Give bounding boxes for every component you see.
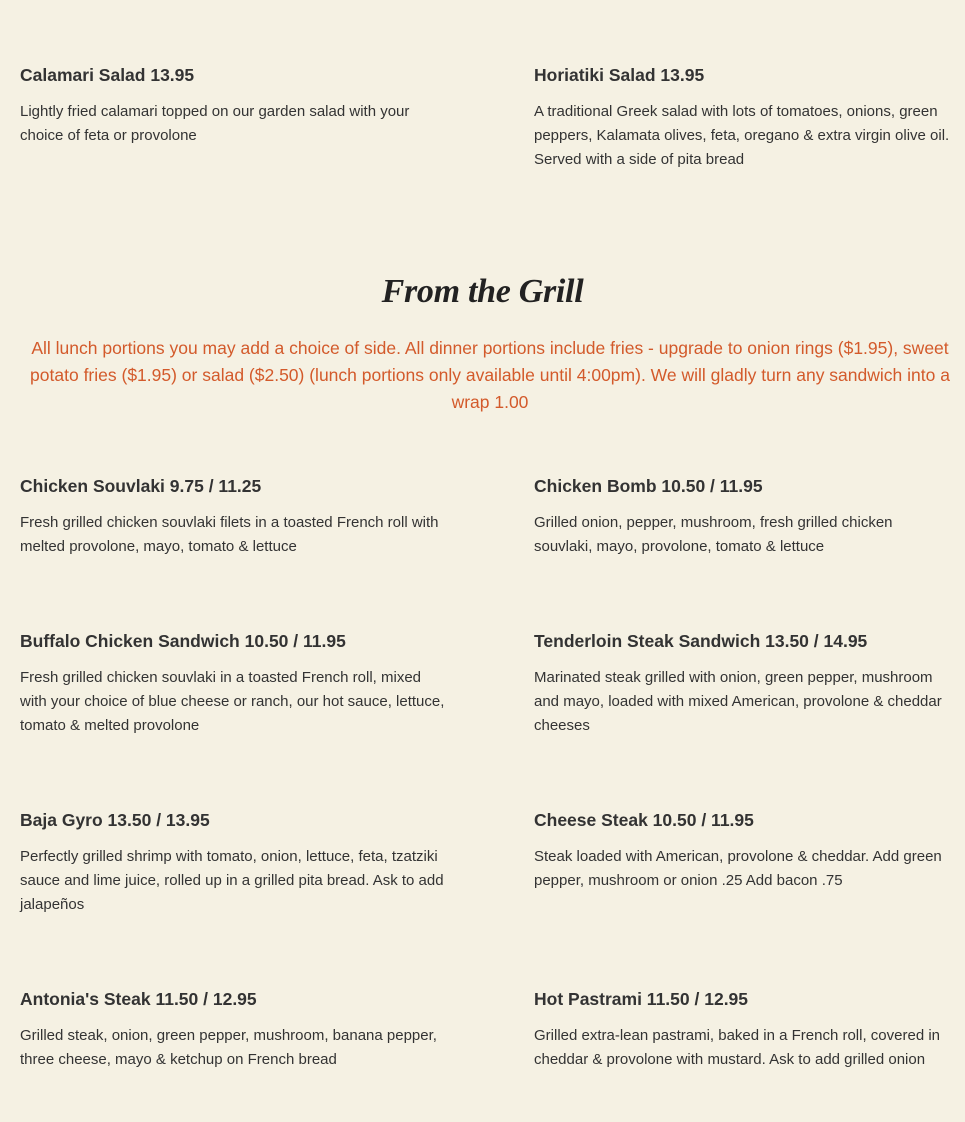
section-note: All lunch portions you may add a choice of side. All dinner portions include fries - upgrade to onion rings ($1.95), sweet potato fries ($1.95) or salad ($2.50) (lunch portions only available until 4:00pm). We will gladly turn any sandwich into a wrap 1.00 <box>30 338 950 412</box>
menu-item-title: Hot Pastrami 11.50 / 12.95 <box>534 989 749 1009</box>
menu-item-title: Antonia's Steak 11.50 / 12.95 <box>20 989 257 1009</box>
menu-item-title: Tenderloin Steak Sandwich 13.50 / 14.95 <box>534 631 868 651</box>
menu-item-description: Grilled extra-lean pastrami, baked in a French roll, covered in cheddar & provolone with mustard. Ask to add grilled onion <box>534 1027 941 1068</box>
menu-item-hot-pastrami <box>534 988 954 1072</box>
menu-item-horiatiki-salad <box>534 64 954 172</box>
menu-item-description: Grilled steak, onion, green pepper, mushroom, banana pepper, three cheese, mayo & ketchup on French bread <box>20 1027 437 1068</box>
menu-item-description: Fresh grilled chicken souvlaki in a toasted French roll, mixed with your choice of blue cheese or ranch, our hot sauce, lettuce, tomato & melted provolone <box>20 669 445 734</box>
menu-item-chicken-souvlaki <box>20 475 450 559</box>
menu-item-description: Lightly fried calamari topped on our garden salad with your choice of feta or provolone <box>20 103 410 144</box>
menu-item-title: Chicken Bomb 10.50 / 11.95 <box>534 476 763 496</box>
menu-item-title: Horiatiki Salad 13.95 <box>534 65 705 85</box>
menu-item-description: Perfectly grilled shrimp with tomato, onion, lettuce, feta, tzatziki sauce and lime juice, rolled up in a grilled pita bread. Ask to add jalapeños <box>20 848 444 913</box>
section-title: From the Grill <box>381 273 584 310</box>
menu-item-title: Calamari Salad 13.95 <box>20 65 195 85</box>
menu-item-calamari-salad <box>20 64 450 148</box>
menu-item-title: Chicken Souvlaki 9.75 / 11.25 <box>20 476 262 496</box>
menu-item-tenderloin-steak-sandwich <box>534 630 954 738</box>
menu-item-title: Baja Gyro 13.50 / 13.95 <box>20 810 210 830</box>
menu-item-antonias-steak <box>20 988 450 1072</box>
menu-item-baja-gyro <box>20 809 450 917</box>
menu-item-title: Cheese Steak 10.50 / 11.95 <box>534 810 754 830</box>
menu-item-description: A traditional Greek salad with lots of tomatoes, onions, green peppers, Kalamata olives, feta, oregano & extra virgin olive oil. Served with a side of pita bread <box>534 103 950 168</box>
menu-item-description: Grilled onion, pepper, mushroom, fresh grilled chicken souvlaki, mayo, provolone, tomato & lettuce <box>534 514 893 555</box>
menu-item-buffalo-chicken-sandwich <box>20 630 450 738</box>
menu-item-chicken-bomb <box>534 475 954 559</box>
menu-item-cheese-steak <box>534 809 954 893</box>
menu-item-description: Marinated steak grilled with onion, green pepper, mushroom and mayo, loaded with mixed American, provolone & cheddar cheeses <box>534 669 942 734</box>
menu-item-description: Steak loaded with American, provolone & cheddar. Add green pepper, mushroom or onion .25 Add bacon .75 <box>534 848 942 889</box>
menu-item-title: Buffalo Chicken Sandwich 10.50 / 11.95 <box>20 631 346 651</box>
menu-item-description: Fresh grilled chicken souvlaki filets in a toasted French roll with melted provolone, mayo, tomato & lettuce <box>20 514 439 555</box>
